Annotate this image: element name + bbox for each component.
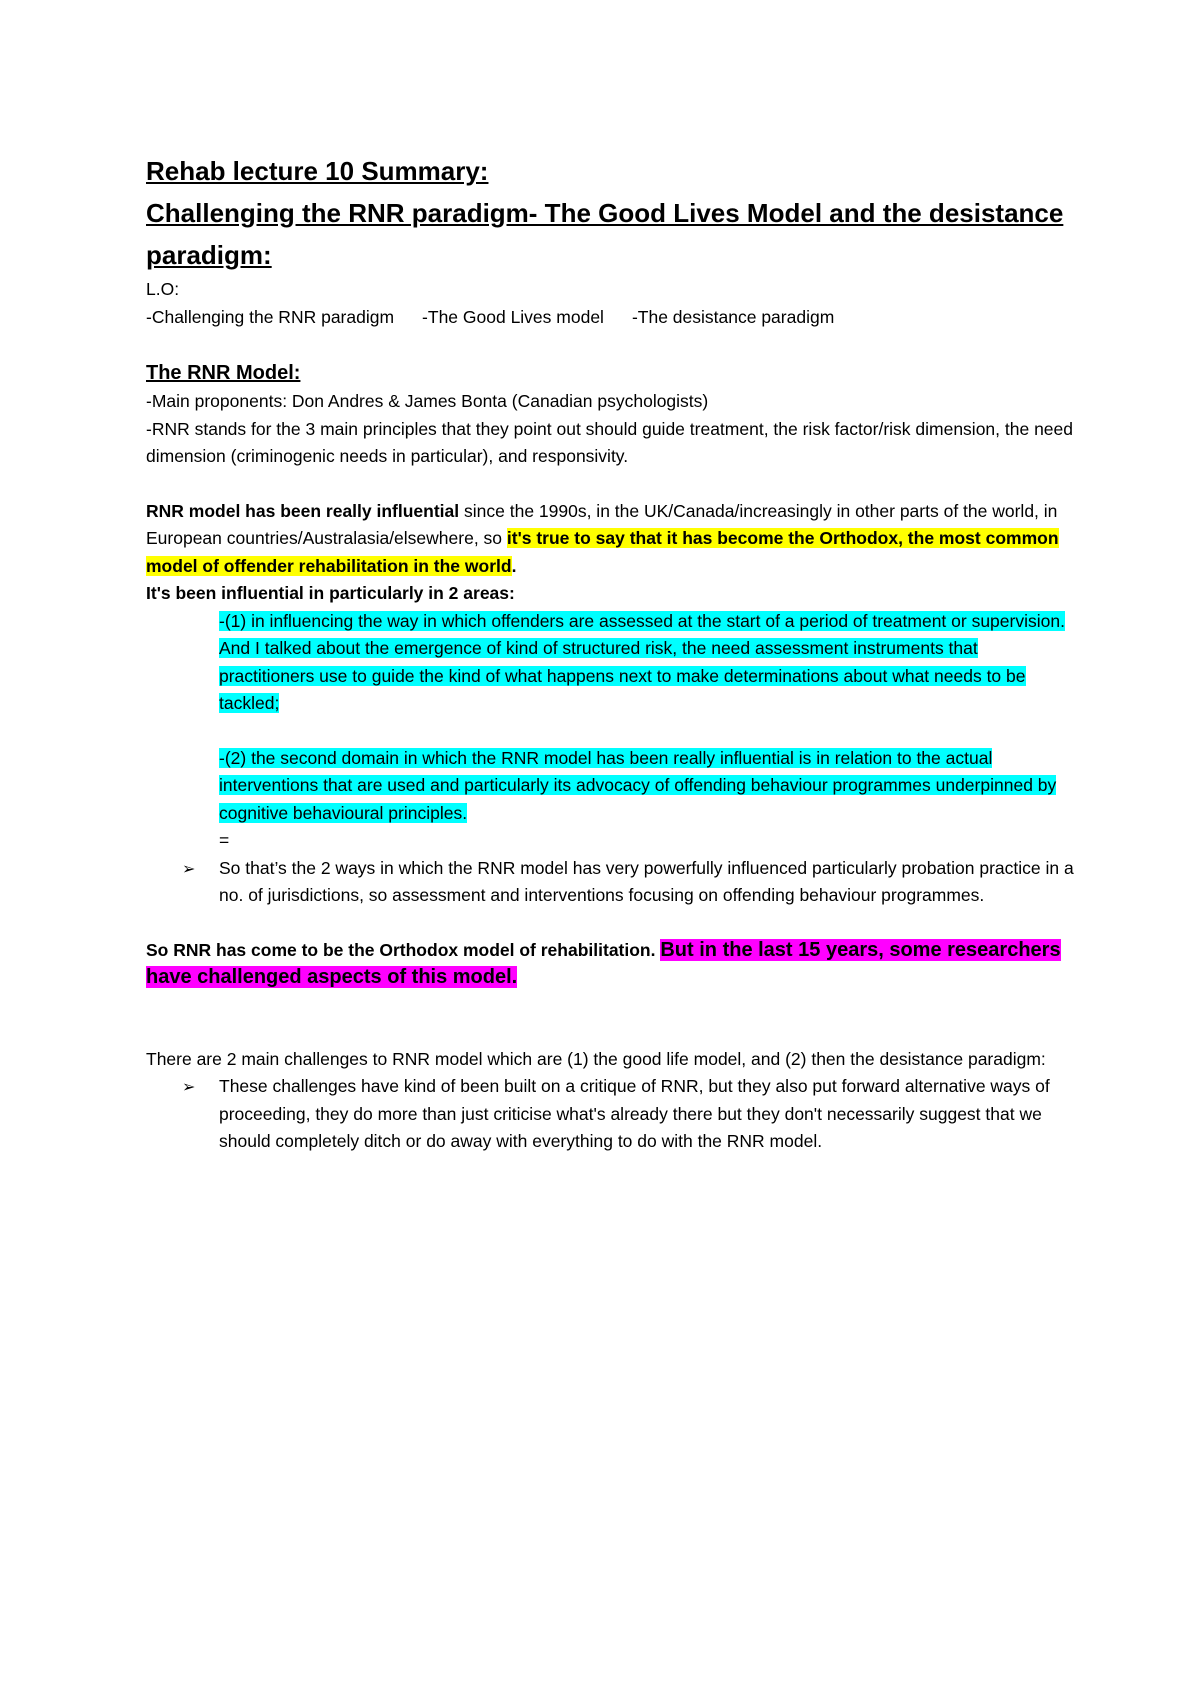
influential-paragraph bbox=[146, 498, 1076, 581]
bullet-item-1 bbox=[146, 855, 1076, 910]
area-2 bbox=[146, 745, 1076, 828]
bullet-text: These challenges have kind of been built on a critique of RNR, but they also put forward alternative ways of proceeding, they do more than just criticise what's already there but they don't necessarily suggest that we should completely ditch or do away with everything to do with the RNR model. bbox=[219, 1076, 1050, 1151]
rnr-line: -RNR stands for the 3 main principles that they point out should guide treatment, the risk factor/risk dimension, the need dimension (criminogenic needs in particular), and responsivity. bbox=[146, 418, 1074, 466]
equals-sign: = bbox=[219, 830, 230, 850]
highlight-yellow: it's true to say that it has become the Orthodox, the most common model of offender rehabilitation in the world bbox=[146, 528, 1059, 576]
arrow-bullet-icon: ➢ bbox=[182, 858, 196, 878]
lo-item: -The desistance paradigm bbox=[631, 306, 835, 327]
rnr-line: -Main proponents: Don Andres & James Bonta (Canadian psychologists) bbox=[146, 391, 709, 411]
influential-end: . bbox=[511, 555, 517, 576]
bullet-item-2 bbox=[146, 1073, 1076, 1156]
influential-text: since the 1990s, in the UK/Canada/increasingly in other parts of the world, in European countries/Australasia/elsewhere, so bbox=[146, 500, 1058, 548]
challenges-intro: There are 2 main challenges to RNR model which are (1) the good life model, and (2) then the desistance paradigm: bbox=[146, 1048, 1046, 1069]
arrow-bullet-icon: ➢ bbox=[182, 1077, 196, 1096]
lo-item: -Challenging the RNR paradigm bbox=[146, 306, 395, 327]
lo-item: -The Good Lives model bbox=[422, 306, 604, 327]
lo-label: L.O: bbox=[146, 279, 180, 299]
title-line-1: Rehab lecture 10 Summary: bbox=[146, 156, 489, 186]
orthodox-bold: So RNR has come to be the Orthodox model of rehabilitation. bbox=[146, 939, 656, 960]
bullet-text: So that’s the 2 ways in which the RNR model has very powerfully influenced particularly probation practice in a no. of jurisdictions, so assessment and interventions focusing on offending behaviour programmes. bbox=[219, 857, 1074, 905]
area-1 bbox=[146, 608, 1076, 718]
orthodox-paragraph bbox=[146, 937, 1076, 992]
title-line-2: Challenging the RNR paradigm- The Good Lives Model and the desistance paradigm: bbox=[146, 198, 1064, 270]
highlight-cyan: -(1) in influencing the way in which offenders are assessed at the start of a period of treatment or supervision. And I talked about the emergence of kind of structured risk, the need assessment instruments that practitioners use to guide the kind of what happens next to make determinations about what needs to be tackled; bbox=[219, 610, 1065, 713]
influential-lead: RNR model has been really influential bbox=[146, 500, 460, 521]
document-page bbox=[146, 150, 1076, 1156]
highlight-magenta: But in the last 15 years, some researchers have challenged aspects of this model. bbox=[146, 938, 1061, 988]
highlight-cyan: -(2) the second domain in which the RNR model has been really influential is in relation to the actual interventions that are used and particularly its advocacy of offending behaviour programmes underpinned by cognitive behavioural principles. bbox=[219, 747, 1057, 823]
rnr-heading: The RNR Model: bbox=[146, 362, 301, 384]
areas-intro: It's been influential in particularly in 2 areas: bbox=[146, 583, 515, 603]
lo-items bbox=[146, 304, 1076, 332]
